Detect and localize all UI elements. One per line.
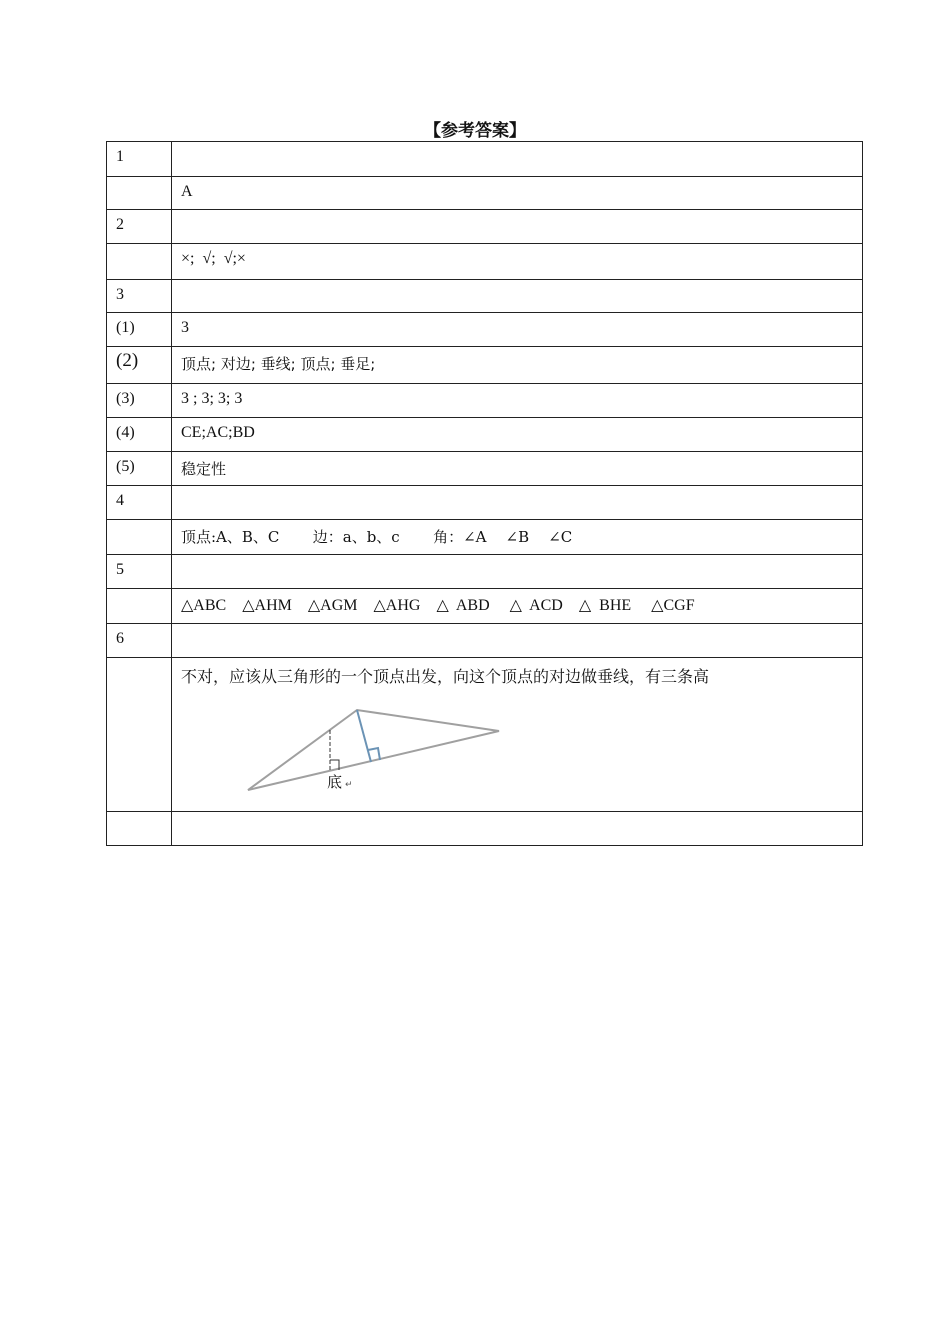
answer-text: 顶点:A、B、C 边：a、b、c 角：∠A ∠B ∠C bbox=[181, 528, 573, 546]
answer-cell bbox=[172, 555, 863, 589]
question-number-cell bbox=[107, 384, 172, 418]
question-number: 5 bbox=[116, 561, 124, 578]
answer-cell bbox=[172, 210, 863, 244]
question-number-cell bbox=[107, 486, 172, 520]
question-number: 1 bbox=[116, 148, 124, 165]
answer-cell bbox=[172, 280, 863, 313]
answer-cell bbox=[172, 624, 863, 658]
question-number bbox=[107, 244, 171, 250]
question-number-cell bbox=[107, 418, 172, 452]
table-row bbox=[107, 177, 863, 210]
answer-text: 3 ; 3; 3; 3 bbox=[181, 390, 243, 407]
question-number-cell bbox=[107, 210, 172, 244]
answer-text bbox=[172, 812, 862, 818]
question-number-cell bbox=[107, 624, 172, 658]
answer-cell bbox=[172, 384, 863, 418]
answer-cell bbox=[172, 520, 863, 555]
table-row bbox=[107, 812, 863, 846]
question-number-cell bbox=[107, 520, 172, 555]
question-number-cell bbox=[107, 347, 172, 384]
answer-text bbox=[172, 280, 862, 286]
answer-cell bbox=[172, 452, 863, 486]
base-label: 底 bbox=[327, 773, 343, 791]
altitude-line bbox=[357, 710, 371, 762]
answer-cell bbox=[172, 418, 863, 452]
table-row bbox=[107, 452, 863, 486]
answer-text bbox=[172, 555, 862, 561]
answer-cell bbox=[172, 142, 863, 177]
table-row bbox=[107, 244, 863, 280]
answer-text: A bbox=[181, 183, 193, 200]
answer-text: 稳定性 bbox=[181, 460, 227, 478]
question-number-cell bbox=[107, 589, 172, 624]
answer-cell bbox=[172, 347, 863, 384]
table-row bbox=[107, 589, 863, 624]
question-number-cell bbox=[107, 142, 172, 177]
question-number-cell bbox=[107, 555, 172, 589]
answer-text: 顶点; 对边; 垂线; 顶点; 垂足; bbox=[181, 355, 376, 373]
answer-text: 不对，应该从三角形的一个顶点出发，向这个顶点的对边做垂线，有三条高 bbox=[181, 667, 710, 686]
question-number-cell bbox=[107, 177, 172, 210]
table-row bbox=[107, 384, 863, 418]
answer-text: CE;AC;BD bbox=[181, 424, 255, 441]
question-number bbox=[107, 658, 171, 664]
question-number: (1) bbox=[116, 319, 135, 336]
question-number bbox=[107, 812, 171, 818]
table-row bbox=[107, 280, 863, 313]
question-number bbox=[107, 589, 171, 595]
question-number: 6 bbox=[116, 630, 124, 647]
answer-text bbox=[172, 210, 862, 216]
table-row bbox=[107, 347, 863, 384]
answer-cell bbox=[172, 486, 863, 520]
page-title: 【参考答案】 bbox=[424, 121, 526, 141]
answer-cell bbox=[172, 313, 863, 347]
answer-text: △ABC △AHM △AGM △AHG △ ABD △ ACD △ BHE △CGF bbox=[181, 597, 695, 614]
question-number: (5) bbox=[116, 458, 135, 475]
question-number-cell bbox=[107, 313, 172, 347]
answer-text bbox=[172, 624, 862, 630]
question-number-cell bbox=[107, 658, 172, 812]
answer-text: ×; √; √;× bbox=[181, 250, 246, 267]
table-row bbox=[107, 313, 863, 347]
answer-text bbox=[172, 486, 862, 492]
answer-table bbox=[106, 141, 863, 846]
answer-cell bbox=[172, 589, 863, 624]
question-number: 2 bbox=[116, 216, 124, 233]
question-number: (4) bbox=[116, 424, 135, 441]
question-number: 4 bbox=[116, 492, 124, 509]
question-number: (2) bbox=[116, 350, 139, 371]
table-row bbox=[107, 555, 863, 589]
answer-cell bbox=[172, 244, 863, 280]
answer-cell bbox=[172, 812, 863, 846]
question-number bbox=[107, 177, 171, 183]
question-number-cell bbox=[107, 452, 172, 486]
table-row bbox=[107, 624, 863, 658]
triangle-altitude-figure bbox=[241, 702, 511, 802]
return-mark: ↵ bbox=[345, 780, 353, 790]
table-row bbox=[107, 210, 863, 244]
table-row bbox=[107, 142, 863, 177]
question-number-cell bbox=[107, 244, 172, 280]
question-number-cell bbox=[107, 812, 172, 846]
question-number: (3) bbox=[116, 390, 135, 407]
obtuse-triangle bbox=[248, 710, 499, 790]
question-number bbox=[107, 520, 171, 526]
answer-text bbox=[172, 142, 862, 148]
table-row bbox=[107, 486, 863, 520]
table-row bbox=[107, 418, 863, 452]
table-row bbox=[107, 520, 863, 555]
question-number: 3 bbox=[116, 286, 124, 303]
question-number-cell bbox=[107, 280, 172, 313]
answer-cell bbox=[172, 177, 863, 210]
answer-cell bbox=[172, 658, 863, 812]
answer-text: 3 bbox=[181, 319, 189, 336]
table-row bbox=[107, 658, 863, 812]
